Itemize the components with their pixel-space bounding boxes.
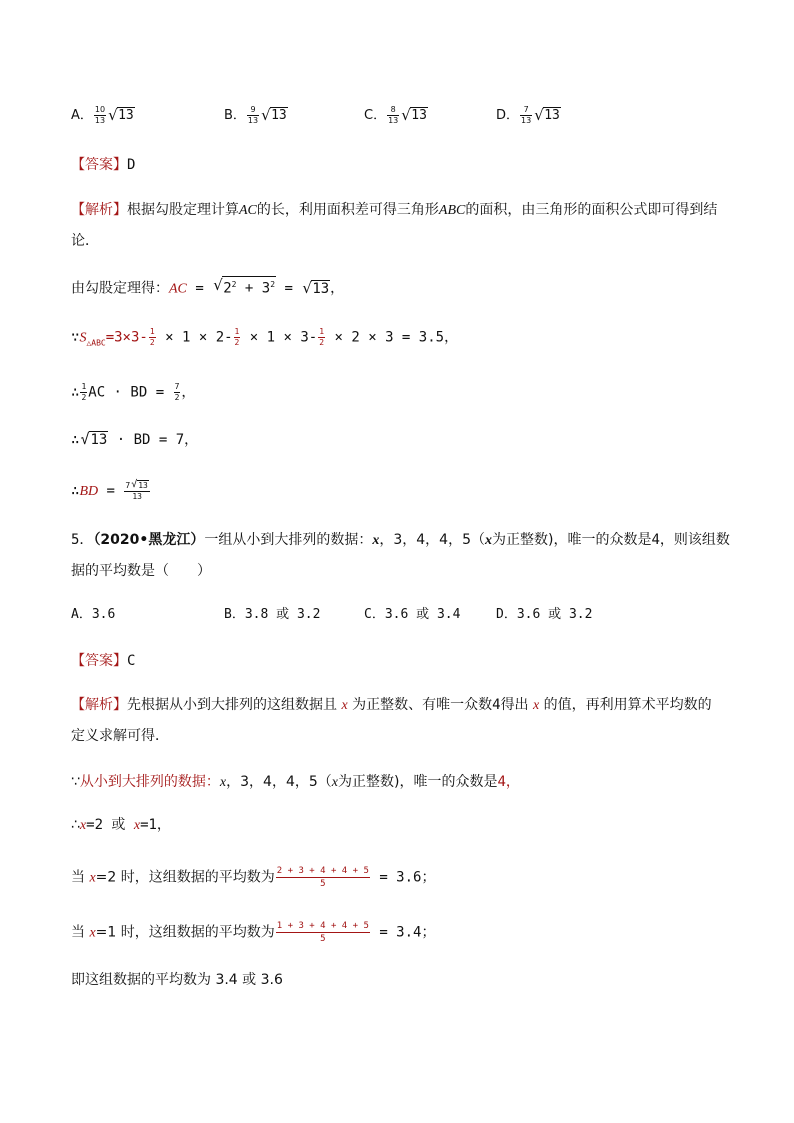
step-half-product: ∴ $\frac{1}{2}$ AC · BD = $\frac{7}{2}$ ，: [71, 382, 196, 402]
sqrt-expression: √ $2^2 + 3^2$: [213, 276, 276, 297]
q5-analysis-line-2: 定义求解可得．: [71, 728, 169, 744]
step-area: $\because S_{\triangle ABC}=3\times 3-$ $\frac{1}{2}$ × 1 × 2- $\frac{1}{2}$ × 1 × 3- $\frac{1}{2}$ × 2 × 3 = 3.5，: [71, 327, 459, 348]
q5-step-values: ∴x=2 或 x=1，: [71, 817, 171, 833]
analysis-line-1: 【解析】根据勾股定理计算AC的长，利用面积差可得三角形ABC的面积，由三角形的面积公式即可得到结: [71, 202, 718, 218]
q5-answer-value: C: [127, 653, 136, 669]
q5-step-case-2: 当 x=2 时，这组数据的平均数为 $\frac{2 + 3 + 4 + 4 + 5}{5}$ = 3.6；: [71, 866, 436, 889]
q5-analysis-line-1: 【解析】先根据从小到大排列的这组数据且 x 为正整数、有唯一众数4得出 x 的值，再利用算术平均数的: [71, 697, 712, 713]
analysis-tag: 【解析】: [71, 202, 127, 218]
q5-option-d[interactable]: D．3.6 或 3.2: [496, 607, 593, 622]
step-product: ∴ √ 13 · BD = 7，: [71, 430, 199, 448]
step-pythagoras: 由勾股定理得：AC = √ $2^2 + 3^2$ = √ 13，: [71, 276, 345, 297]
analysis-line-2: 论．: [71, 233, 99, 249]
question-5-stem-line-2: 据的平均数是（ ）: [71, 563, 211, 579]
q5-analysis-tag: 【解析】: [71, 697, 127, 713]
q5-option-b[interactable]: B．3.8 或 3.2: [224, 607, 321, 622]
q5-answer-tag: 【答案】: [71, 653, 127, 669]
option-d[interactable]: D． $\frac{7}{13}$ √ 13: [496, 105, 560, 125]
step-result: ∴BD = 7 √ 13 13: [71, 479, 148, 501]
answer-line: [71, 155, 135, 175]
q5-step-given: ∵从小到大排列的数据：x，3，4，4，5（x为正整数)，唯一的众数是4，: [71, 774, 520, 790]
q5-option-a[interactable]: A．3.6: [71, 607, 116, 622]
question-5-stem-line-1: 5．（2020•黑龙江）一组从小到大排列的数据：x，3，4，4，5（x为正整数)，唯一的众数是4，则该组数: [71, 532, 730, 548]
answer-value: D: [127, 157, 136, 173]
option-c[interactable]: C． $\frac{8}{13}$ √ 13: [364, 105, 427, 125]
q5-step-conclusion: 即这组数据的平均数为 3.4 或 3.6: [71, 972, 283, 988]
option-a[interactable]: A． $\frac{10}{13}$ √ 13: [71, 105, 134, 125]
answer-tag: 【答案】: [71, 157, 127, 173]
q5-option-c[interactable]: C．3.6 或 3.4: [364, 607, 461, 622]
option-b[interactable]: B． $\frac{9}{13}$ √ 13: [224, 105, 287, 125]
q5-step-case-1: 当 x=1 时，这组数据的平均数为 $\frac{1 + 3 + 4 + 4 + 5}{5}$ = 3.4；: [71, 921, 436, 944]
q5-answer-line: [71, 651, 135, 671]
